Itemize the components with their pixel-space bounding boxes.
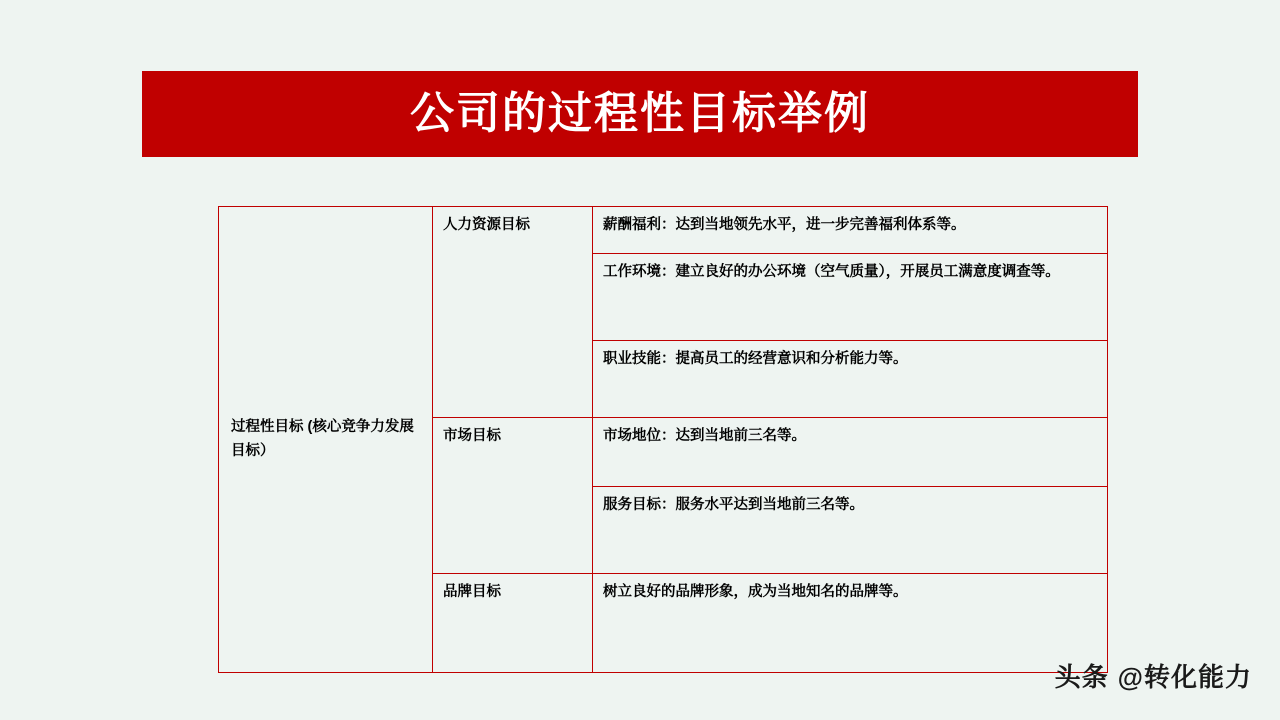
- detail-cell: [593, 574, 1108, 673]
- category-market-cell: [433, 418, 593, 574]
- category-label: 市场目标: [443, 428, 501, 444]
- table-row: [219, 207, 1108, 254]
- detail-text: 市场地位：达到当地前三名等。: [603, 428, 806, 444]
- watermark-account-name: @转化能力: [1117, 662, 1252, 692]
- category-hr-cell: [433, 207, 593, 418]
- process-goals-table: [218, 206, 1108, 673]
- category-label: 品牌目标: [443, 584, 501, 600]
- detail-text: 职业技能：提高员工的经营意识和分析能力等。: [603, 351, 908, 367]
- detail-text: 树立良好的品牌形象，成为当地知名的品牌等。: [603, 584, 908, 600]
- main-goal-cell: [219, 207, 433, 673]
- detail-cell: [593, 207, 1108, 254]
- watermark: [1055, 657, 1252, 694]
- main-goal-label: 过程性目标 (核心竞争力发展目标）: [231, 419, 414, 459]
- detail-text: 薪酬福利：达到当地领先水平，进一步完善福利体系等。: [603, 217, 966, 233]
- slide-title-banner: [142, 71, 1138, 157]
- detail-cell: [593, 254, 1108, 341]
- detail-text: 工作环境：建立良好的办公环境（空气质量），开展员工满意度调查等。: [603, 264, 1060, 280]
- toutiao-logo-icon: 头条: [1054, 662, 1109, 692]
- page-title: 公司的过程性目标举例: [410, 89, 870, 138]
- detail-text: 服务目标：服务水平达到当地前三名等。: [603, 497, 864, 513]
- detail-cell: [593, 418, 1108, 487]
- category-brand-cell: [433, 574, 593, 673]
- detail-cell: [593, 487, 1108, 574]
- detail-cell: [593, 341, 1108, 418]
- category-label: 人力资源目标: [443, 217, 530, 233]
